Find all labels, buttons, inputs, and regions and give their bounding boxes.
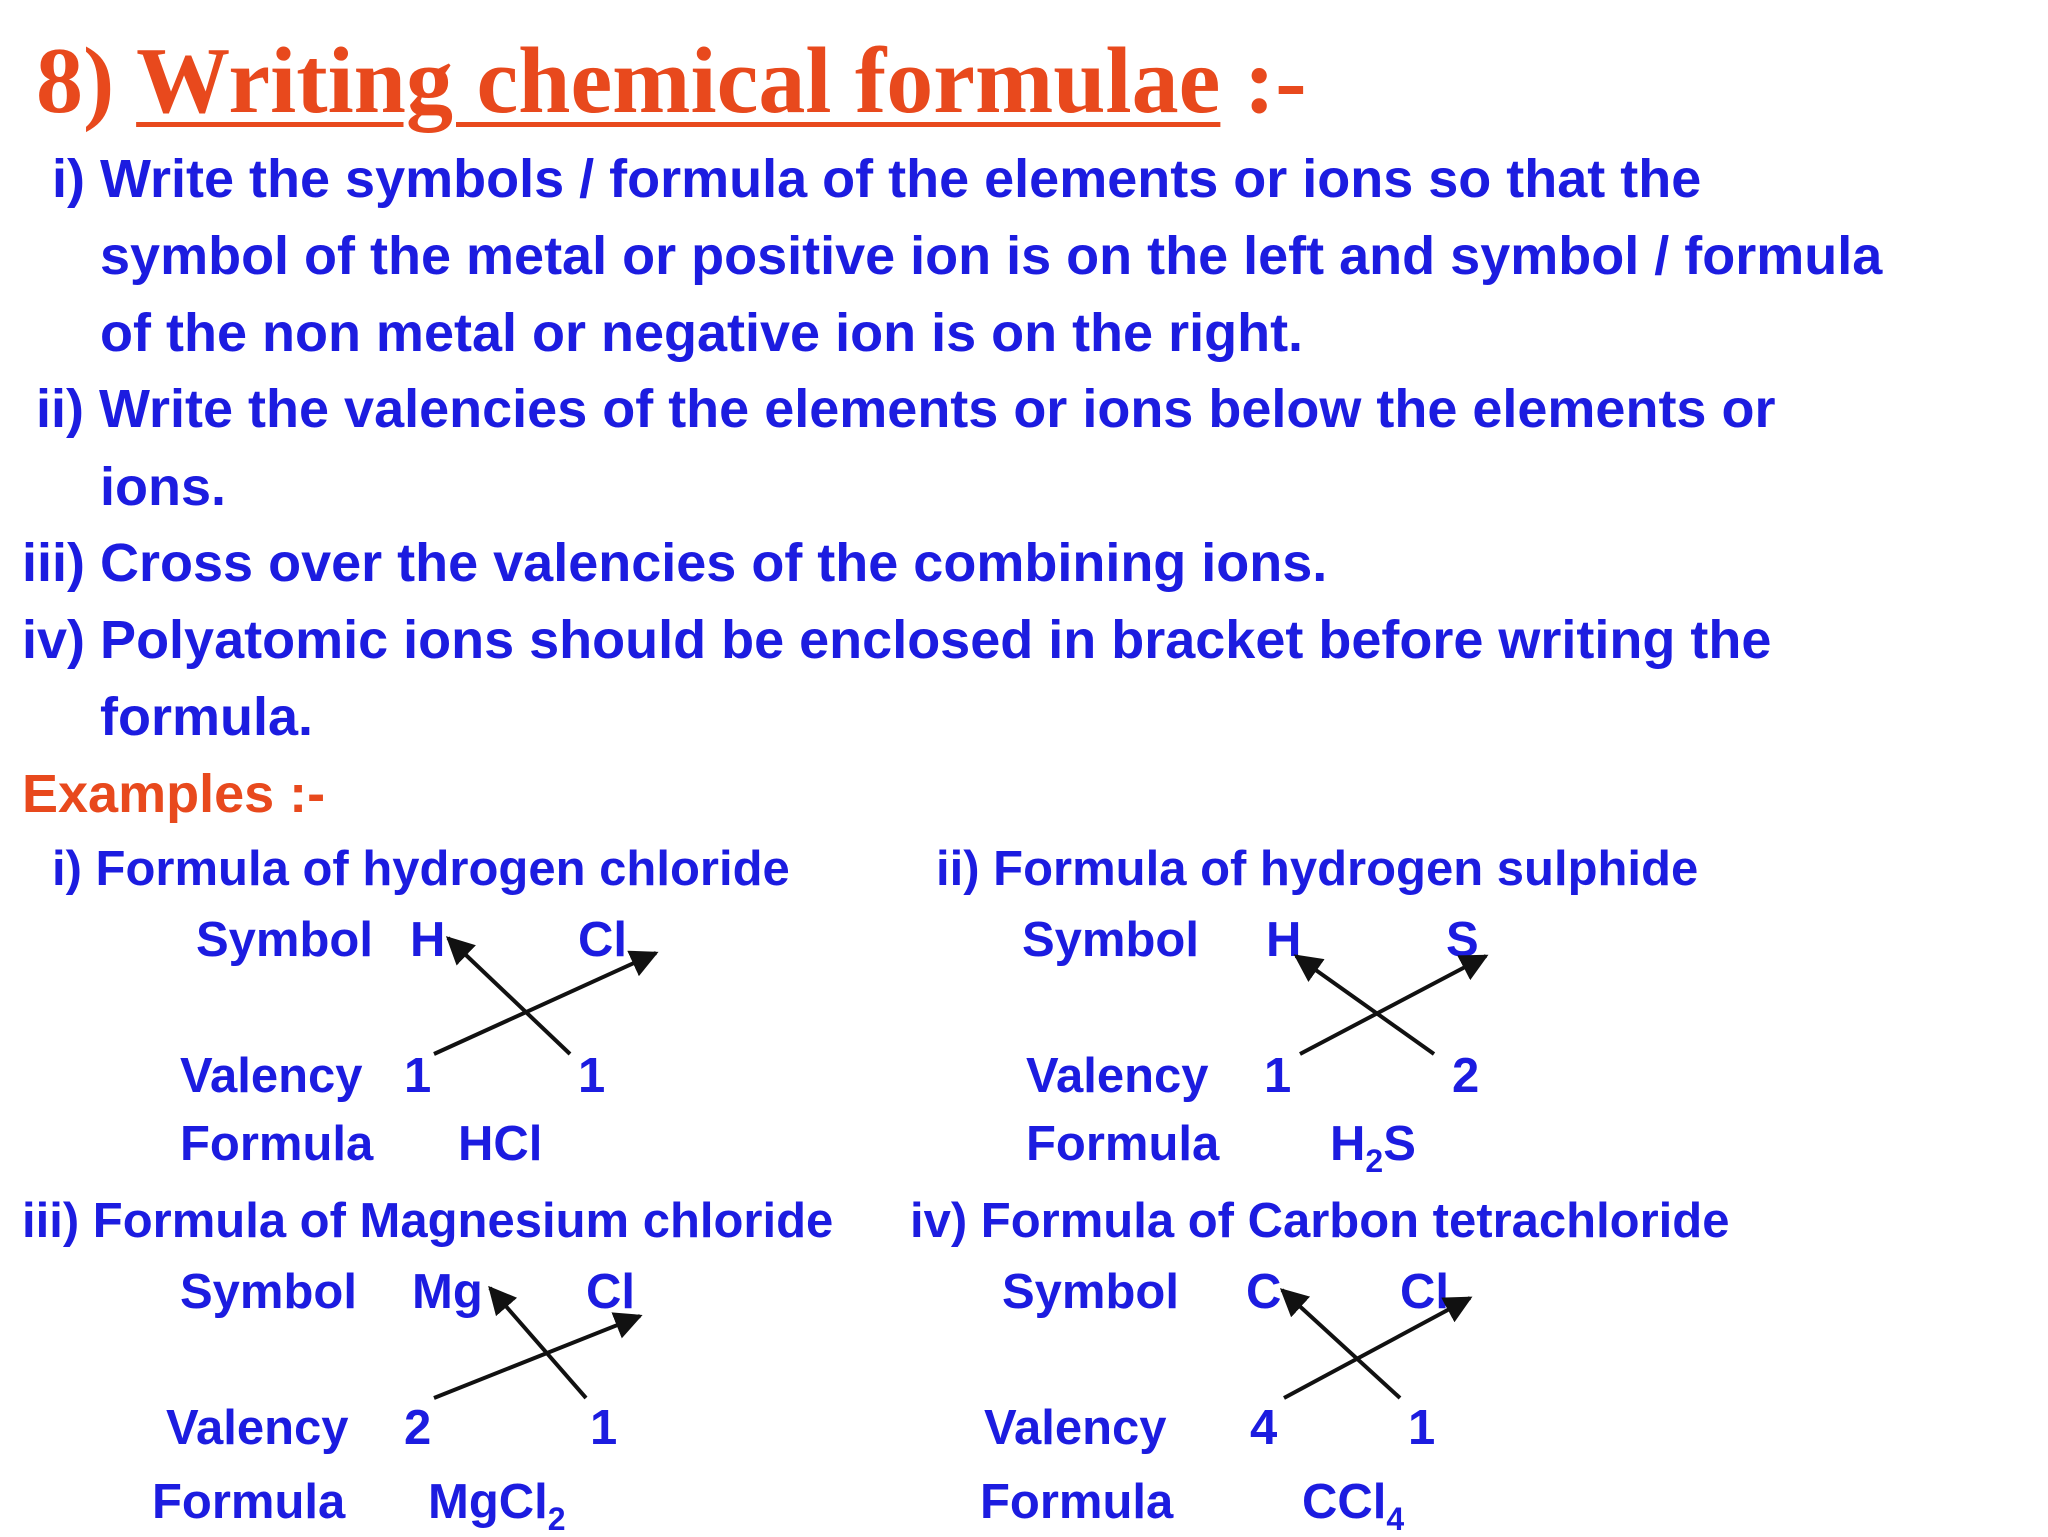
example-1-valency-2: 1 <box>578 1049 606 1103</box>
example-1-formula: HCl <box>458 1117 543 1171</box>
example-2-valency-1: 1 <box>1264 1049 1292 1103</box>
example-4-valency-1: 4 <box>1250 1401 1278 1455</box>
example-3-formula: MgCl$_2$ <box>428 1475 566 1537</box>
rule-3-line-1: iii) Cross over the valencies of the combining ions. <box>22 533 1328 593</box>
example-4-symbol-label: Symbol <box>1002 1265 1179 1319</box>
example-3-heading: iii) Formula of Magnesium chloride <box>22 1194 834 1248</box>
examples-heading: Examples :- <box>22 764 326 824</box>
title-text: Writing chemical formulae <box>136 29 1221 133</box>
example-2-arrow-to-symbol-1 <box>1296 956 1434 1054</box>
rule-2-line-1: ii) Write the valencies of the elements or ions below the elements or <box>36 379 1776 439</box>
example-3-symbol-1: Mg <box>412 1265 483 1319</box>
example-1-arrow-to-symbol-2 <box>434 953 656 1054</box>
example-2-formula: $H_2S$ <box>1330 1117 1416 1179</box>
title-number: 8) <box>36 29 115 133</box>
rule-1-line-2: symbol of the metal or positive ion is on the left and symbol / formula <box>100 226 1883 286</box>
example-1-symbol-1: H <box>410 913 446 967</box>
example-4-formula: CCl$_4$ <box>1302 1475 1405 1537</box>
example-2-heading: ii) Formula of hydrogen sulphide <box>936 842 1699 896</box>
example-4-valency-2: 1 <box>1408 1401 1436 1455</box>
rule-2-line-2: ions. <box>100 457 227 517</box>
example-3-symbol-label: Symbol <box>180 1265 357 1319</box>
example-4-symbol-1: C <box>1246 1265 1282 1319</box>
example-1-arrow-to-symbol-1 <box>448 938 570 1054</box>
rule-1-line-1: i) Write the symbols / formula of the elements or ions so that the <box>52 149 1702 209</box>
example-3-arrow-to-symbol-2 <box>434 1316 640 1398</box>
example-2-arrow-to-symbol-2 <box>1300 956 1486 1054</box>
example-1-symbol-label: Symbol <box>196 913 373 967</box>
example-1-valency-label: Valency <box>180 1049 363 1103</box>
example-1-heading: i) Formula of hydrogen chloride <box>52 842 790 896</box>
example-4-heading: iv) Formula of Carbon tetrachloride <box>910 1194 1730 1248</box>
example-3-formula-label: Formula <box>152 1475 346 1529</box>
example-2-symbol-1: H <box>1266 913 1302 967</box>
example-3-symbol-2: Cl <box>586 1265 635 1319</box>
example-2-symbol-label: Symbol <box>1022 913 1199 967</box>
example-1-symbol-2: Cl <box>578 913 627 967</box>
example-3-valency-2: 1 <box>590 1401 618 1455</box>
rule-1-line-3: of the non metal or negative ion is on the right. <box>100 303 1304 363</box>
example-2-valency-label: Valency <box>1026 1049 1209 1103</box>
example-1-formula-label: Formula <box>180 1117 374 1171</box>
rule-4-line-1: iv) Polyatomic ions should be enclosed in bracket before writing the <box>22 610 1772 670</box>
example-4-formula-label: Formula <box>980 1475 1174 1529</box>
example-4-valency-label: Valency <box>984 1401 1167 1455</box>
example-2-symbol-2: S <box>1446 913 1479 967</box>
example-1-valency-1: 1 <box>404 1049 432 1103</box>
example-4-arrow-to-symbol-2 <box>1284 1298 1470 1398</box>
title-suffix: :- <box>1243 29 1307 133</box>
example-4-symbol-2: Cl <box>1400 1265 1449 1319</box>
example-3-valency-1: 2 <box>404 1401 432 1455</box>
rule-4-line-2: formula. <box>100 687 314 747</box>
example-3-valency-label: Valency <box>166 1401 349 1455</box>
example-2-formula-label: Formula <box>1026 1117 1220 1171</box>
example-2-valency-2: 2 <box>1452 1049 1480 1103</box>
